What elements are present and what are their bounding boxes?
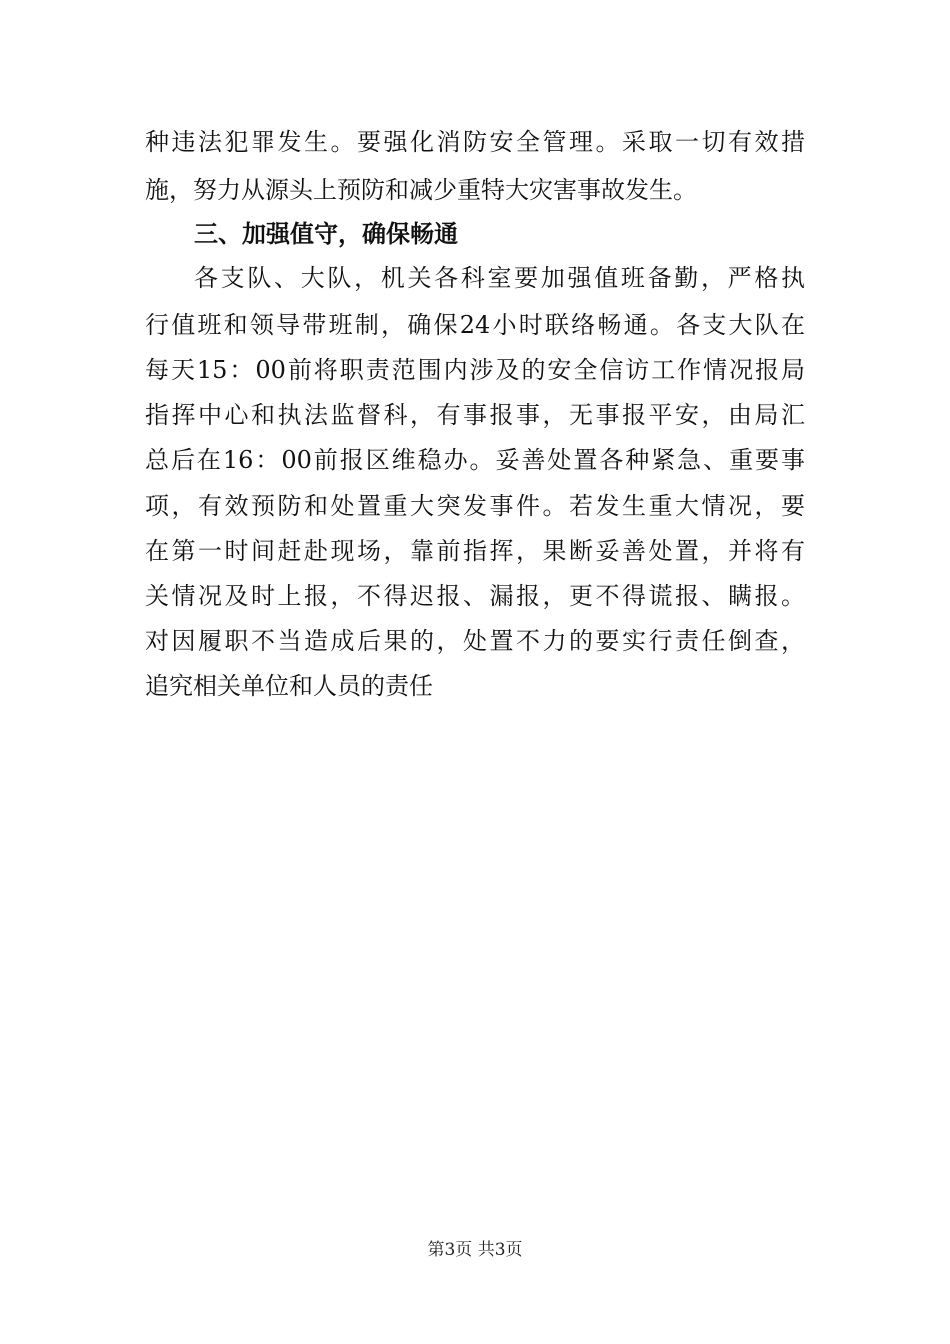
paragraph-line: 各支队、大队，机关各科室要加强值班备勤，严格执 (194, 264, 805, 292)
paragraph-line: 每天15：00前将职责范围内涉及的安全信访工作情况报局 (145, 356, 805, 384)
paragraph-line: 指挥中心和执法监督科，有事报事，无事报平安，由局汇 (145, 401, 805, 429)
paragraph-line: 在第一时间赶赴现场，靠前指挥，果断妥善处置，并将有 (145, 537, 805, 565)
paragraph-line: 种违法犯罪发生。要强化消防安全管理。采取一切有效措 (145, 128, 805, 156)
paragraph-line: 对因履职不当造成后果的，处置不力的要实行责任倒查， (145, 627, 805, 655)
paragraph-line: 施，努力从源头上预防和减少重特大灾害事故发生。 (145, 176, 697, 204)
paragraph-line: 关情况及时上报，不得迟报、漏报，更不得谎报、瞒报。 (145, 582, 805, 610)
section-heading: 三、加强值守，确保畅通 (194, 220, 458, 248)
paragraph-line: 行值班和领导带班制，确保24小时联络畅通。各支大队在 (145, 311, 805, 339)
paragraph-line: 追究相关单位和人员的责任 (145, 672, 433, 700)
page-indicator: 第3页 共3页 (427, 1240, 523, 1260)
paragraph-line: 总后在16：00前报区维稳办。妥善处置各种紧急、重要事 (145, 446, 805, 474)
paragraph-line: 项，有效预防和处置重大突发事件。若发生重大情况，要 (145, 492, 805, 520)
